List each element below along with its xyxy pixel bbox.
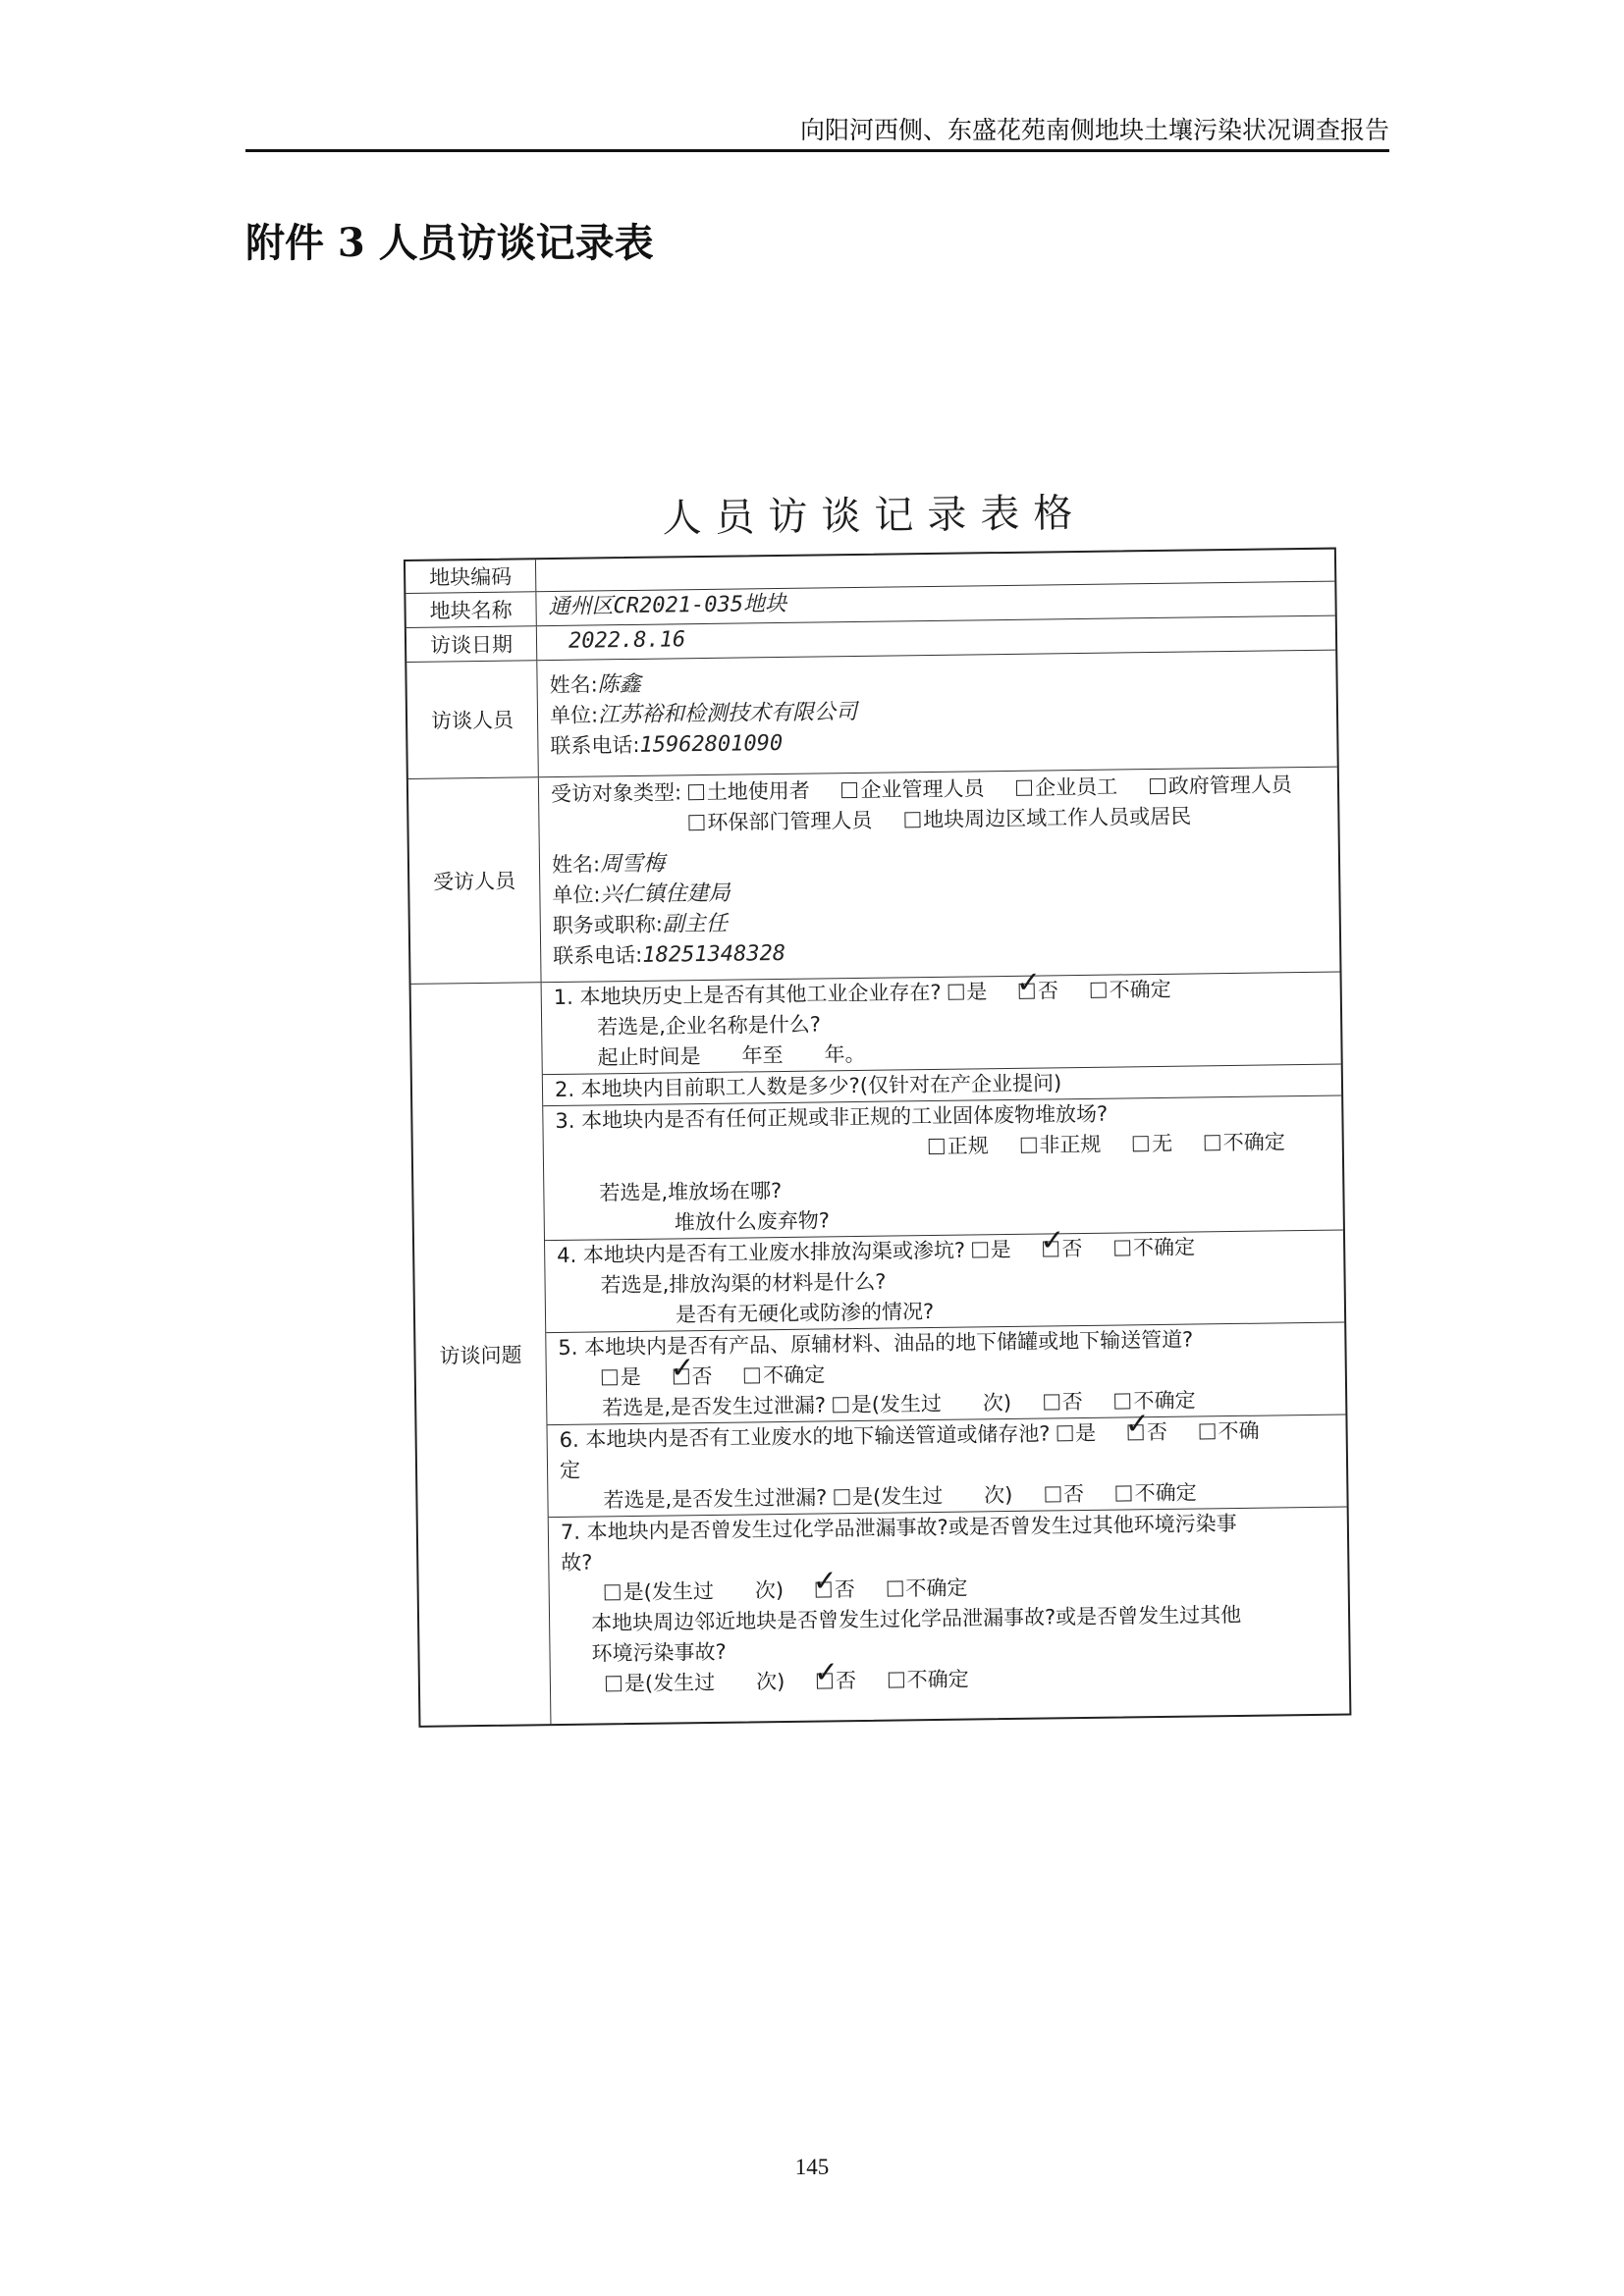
q3-informal-label: 非正规 — [1039, 1132, 1102, 1157]
question-2: 2. 本地块内目前职工人数是多少?(仅针对在产企业提问) — [543, 1064, 1341, 1106]
q7-unsure-box — [887, 1580, 902, 1596]
q7b-unsure-label: 不确定 — [906, 1667, 969, 1692]
interviewer-unit-label: 单位: — [549, 703, 599, 728]
q3-if-line: 若选是,堆放场在哪? — [599, 1179, 783, 1205]
label-interviewer: 访谈人员 — [406, 661, 539, 778]
label-parcel-code: 地块编码 — [406, 560, 536, 593]
q4-yes-label: 是 — [990, 1237, 1011, 1262]
q3-what-line: 堆放什么废弃物? — [674, 1208, 831, 1235]
q7-unsure-label: 不确定 — [905, 1575, 968, 1601]
question-3: 3. 本地块内是否有任何正规或非正规的工业固体废物堆放场? — [543, 1095, 1341, 1138]
value-interviewee — [539, 768, 1340, 983]
q1-text: 1. 本地块历史上是否有其他工业企业存在? — [553, 980, 942, 1010]
q1-no-label: 否 — [1037, 979, 1059, 1003]
checkmark-icon: ✓ — [812, 1564, 839, 1599]
interviewee-unit-label: 单位: — [552, 882, 601, 908]
checkmark-icon: ✓ — [1015, 965, 1042, 1000]
q7b-no-box — [813, 1655, 839, 1690]
q1-period-line: 起止时间是 年至 年。 — [597, 1041, 866, 1070]
q5-yes-box — [602, 1369, 618, 1385]
scanned-interview-form — [403, 478, 1361, 1712]
q1-yes-box — [947, 985, 963, 1000]
q6-if-text: 若选是,是否发生过泄漏? — [603, 1485, 828, 1513]
q6-leak-yes-box — [834, 1489, 849, 1505]
interviewer-name-label: 姓名: — [549, 672, 598, 698]
q4-yes-box — [972, 1242, 988, 1257]
q4-text: 4. 本地块内是否有工业废水排放沟渠或渗坑? — [557, 1238, 966, 1268]
checkbox-nearby-resident — [904, 812, 920, 828]
q6-no-label: 否 — [1146, 1419, 1168, 1445]
interviewee-type-label: 受访对象类型: — [550, 780, 682, 807]
option-enterprise-staff: 企业员工 — [1034, 774, 1118, 800]
checkmark-icon: ✓ — [1040, 1223, 1065, 1258]
checkbox-enterprise-manager — [841, 782, 857, 798]
running-header: 向阳河西侧、东盛花苑南侧地块土壤污染状况调查报告 — [799, 116, 1389, 144]
interviewee-unit-handwriting: 兴仁镇住建局 — [600, 881, 731, 908]
checkmark-icon: ✓ — [670, 1351, 695, 1386]
interviewer-unit-handwriting: 江苏裕和检测技术有限公司 — [597, 699, 858, 728]
q7b-yes-box — [606, 1676, 622, 1691]
interviewee-phone-label: 联系电话: — [553, 942, 643, 969]
q6-leak-unsure-box — [1116, 1485, 1132, 1501]
q6-leak-no-label: 否 — [1062, 1482, 1085, 1507]
q3-none-box — [1133, 1136, 1149, 1151]
q3-unsure-label: 不确定 — [1222, 1130, 1285, 1155]
q6-wrap-line: 定 — [559, 1458, 581, 1482]
parcel-name-handwriting: 通州区CR2021-035地块 — [548, 591, 787, 620]
q5-leak-yes-box — [833, 1397, 848, 1413]
checkbox-enterprise-staff — [1016, 780, 1032, 796]
q5-unsure-label: 不确定 — [763, 1362, 826, 1388]
q5-unsure-box — [744, 1367, 760, 1383]
q5-if-text: 若选是,是否发生过泄漏? — [602, 1393, 827, 1420]
q5-no-box — [670, 1351, 695, 1386]
interview-table — [404, 548, 1351, 1728]
section-title: 附件 3 人员访谈记录表 — [245, 220, 654, 266]
q6-leak-unsure-label: 不确定 — [1134, 1480, 1197, 1506]
page-number: 145 — [794, 2155, 830, 2179]
q6-no-box — [1124, 1407, 1151, 1442]
option-env-dept-manager: 环保部门管理人员 — [707, 808, 873, 834]
q3-none-label: 无 — [1151, 1131, 1173, 1156]
q1-no-box — [1015, 965, 1042, 1000]
interviewer-name-handwriting: 陈鑫 — [597, 671, 641, 698]
q5-leak-no-box — [1044, 1394, 1059, 1410]
q7b-line: 本地块周边邻近地块是否曾发生过化学品泄漏事故?或是否曾发生过其他 — [590, 1602, 1242, 1635]
q5-leak-unsure-label: 不确定 — [1133, 1388, 1196, 1414]
option-government-manager: 政府管理人员 — [1167, 773, 1292, 798]
q7-no-box — [812, 1564, 839, 1599]
q7-wrap-line: 故? — [561, 1550, 593, 1575]
q7b-unsure-box — [889, 1672, 904, 1687]
question-5: 5. 本地块内是否有产品、原辅材料、油品的地下储罐或地下输送管道? — [546, 1322, 1344, 1364]
date-handwriting: 2022.8.16 — [568, 627, 686, 654]
interviewee-name-label: 姓名: — [551, 852, 601, 878]
q5-no-label: 否 — [691, 1363, 713, 1389]
q4-no-label: 否 — [1061, 1237, 1083, 1261]
q6-leak-no-box — [1045, 1486, 1060, 1502]
q4-harden-line: 是否有无硬化或防渗的情况? — [675, 1299, 935, 1327]
q1-unsure-label: 不确定 — [1109, 977, 1171, 1002]
q7b-yes-label: 是(发生过 次) — [623, 1670, 785, 1696]
q6-unsure-box — [1199, 1423, 1215, 1439]
checkbox-land-user — [688, 784, 704, 800]
questions-body — [542, 965, 1350, 1725]
checkbox-government-manager — [1150, 778, 1165, 794]
q4-if-line: 若选是,排放沟渠的材料是什么? — [600, 1269, 887, 1298]
q3-unsure-box — [1205, 1135, 1220, 1150]
q4-unsure-box — [1114, 1240, 1130, 1255]
q3-formal-box — [929, 1139, 945, 1154]
q3-formal-label: 正规 — [947, 1134, 989, 1158]
interviewer-phone-label: 联系电话: — [550, 732, 640, 759]
value-interviewer — [537, 651, 1336, 777]
row-questions — [411, 965, 1350, 1726]
label-parcel-name: 地块名称 — [406, 592, 536, 627]
q6-yes-label: 是 — [1075, 1420, 1097, 1446]
option-land-user: 土地使用者 — [706, 778, 810, 804]
q5-yes-label: 是 — [620, 1364, 641, 1390]
option-nearby-resident: 地块周边区域工作人员或居民 — [922, 804, 1192, 832]
q7-yes-label: 是(发生过 次) — [623, 1578, 785, 1605]
q5-leak-no-label: 否 — [1061, 1390, 1083, 1415]
form-title: 人员访谈记录表格 — [662, 490, 1087, 542]
q4-unsure-label: 不确定 — [1132, 1235, 1196, 1260]
interviewee-phone-handwriting: 18251348328 — [642, 940, 786, 968]
q6-leak-yes-label: 是(发生过 次) — [851, 1482, 1013, 1510]
q6-yes-box — [1056, 1425, 1072, 1441]
checkbox-env-dept-manager — [688, 815, 704, 830]
q1-unsure-box — [1091, 983, 1107, 998]
header-rule — [245, 149, 1389, 152]
q7-no-label: 否 — [834, 1577, 855, 1602]
q4-no-box — [1040, 1223, 1065, 1258]
option-enterprise-manager: 企业管理人员 — [860, 776, 985, 802]
interviewer-phone-handwriting: 15962801090 — [639, 730, 784, 758]
interviewee-title-handwriting: 副主任 — [662, 911, 729, 937]
checkmark-icon: ✓ — [1124, 1407, 1151, 1442]
row-interviewee — [408, 767, 1340, 984]
q1-if-line: 若选是,企业名称是什么? — [597, 1012, 822, 1040]
q7b-wrap-line: 环境污染事故? — [591, 1639, 727, 1666]
label-interviewee: 受访人员 — [408, 777, 542, 984]
label-date: 访谈日期 — [406, 626, 537, 662]
label-questions: 访谈问题 — [411, 983, 552, 1726]
q7b-no-label: 否 — [835, 1669, 857, 1693]
q7-yes-box — [605, 1584, 621, 1600]
q6-text: 6. 本地块内是否有工业废水的地下输送管道或储存池? — [559, 1421, 1051, 1452]
q6-unsure-label: 不确 — [1218, 1418, 1260, 1444]
q1-yes-label: 是 — [966, 980, 988, 1004]
interviewee-title-label: 职务或职称: — [552, 912, 664, 938]
checkmark-icon: ✓ — [813, 1655, 839, 1690]
question-7: 7. 本地块内是否曾发生过化学品泄漏事故?或是否曾发生过其他环境污染事 — [549, 1507, 1347, 1549]
row-interviewer — [406, 650, 1336, 778]
interviewee-name-handwriting: 周雪梅 — [599, 851, 666, 878]
q5-leak-yes-label: 是(发生过 次) — [850, 1390, 1012, 1417]
q3-informal-box — [1020, 1138, 1036, 1153]
